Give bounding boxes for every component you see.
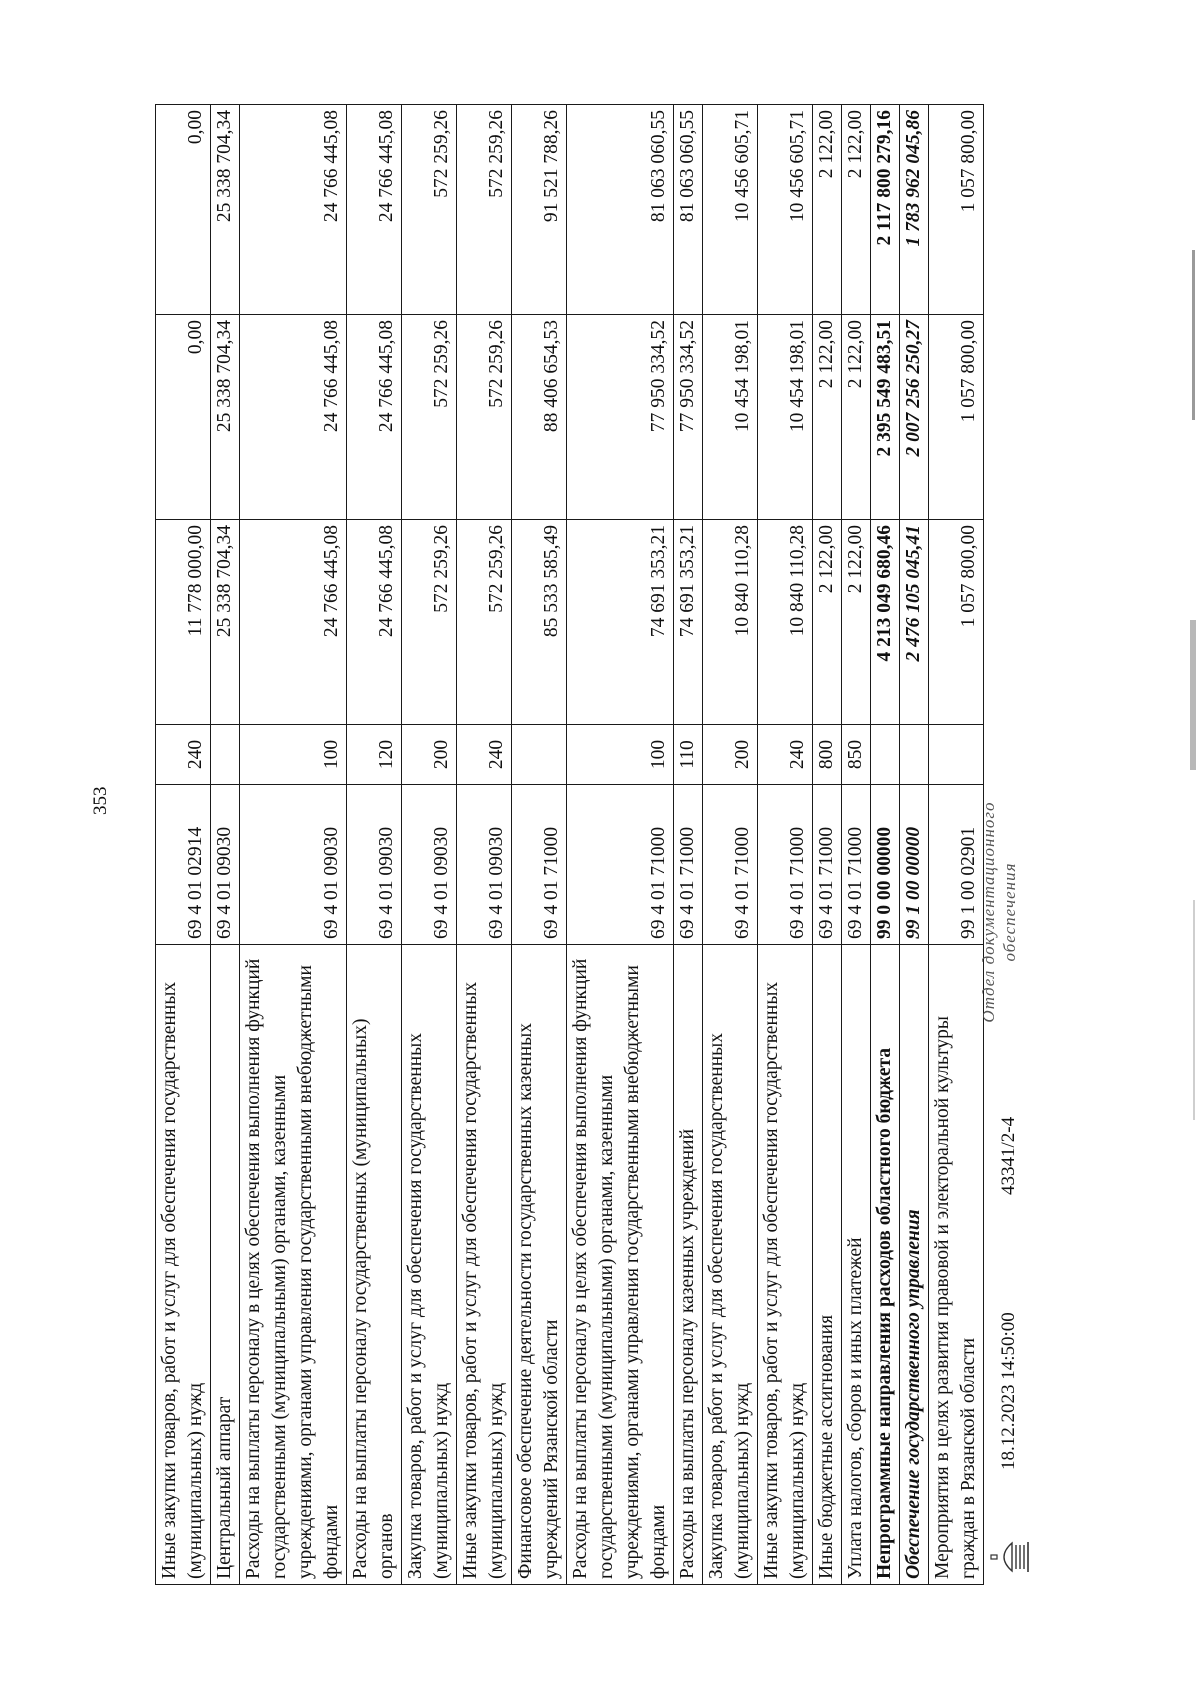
- row-amount-1-cell: 74 691 353,21: [674, 520, 703, 725]
- table-row: [813, 105, 842, 1585]
- row-amount-1-cell: 25 338 704,34: [211, 520, 240, 725]
- row-amount-1-cell: 11 778 000,00: [156, 520, 211, 725]
- row-name-cell: Расходы на выплаты персоналу государственных (муниципальных) органов: [347, 945, 402, 1585]
- row-amount-3-cell: 91 521 788,26: [512, 105, 567, 315]
- row-name-cell: Закупка товаров, работ и услуг для обеспечения государственных (муниципальных) нужд: [402, 945, 457, 1585]
- row-name-cell: Расходы на выплаты персоналу казенных учреждений: [674, 945, 703, 1585]
- row-vr-cell: 200: [703, 725, 758, 785]
- row-code-cell: 69 4 01 09030: [402, 785, 457, 945]
- row-name-cell: Расходы на выплаты персоналу в целях обеспечения выполнения функций государственными (муниципальными) органами, казенными учреждениями, органами управления государственными внебюджетными фондами: [567, 945, 674, 1585]
- row-amount-2-cell: 2 122,00: [842, 315, 871, 520]
- coat-of-arms-icon: [990, 1537, 1030, 1577]
- row-vr-cell: [211, 725, 240, 785]
- row-code-cell: 69 4 01 71000: [758, 785, 813, 945]
- row-vr-cell: 240: [156, 725, 211, 785]
- row-vr-cell: [900, 725, 929, 785]
- row-amount-3-cell: 81 063 060,55: [567, 105, 674, 315]
- row-amount-2-cell: 572 259,26: [457, 315, 512, 520]
- row-amount-1-cell: 1 057 800,00: [929, 520, 984, 725]
- row-amount-3-cell: 2 122,00: [813, 105, 842, 315]
- table-row: [512, 105, 567, 1585]
- row-amount-3-cell: 1 057 800,00: [929, 105, 984, 315]
- stamp-line-1: Отдел документационного: [979, 801, 998, 1023]
- row-amount-3-cell: 0,00: [156, 105, 211, 315]
- document-number: 43341/2-4: [998, 1116, 1019, 1195]
- table-row: [900, 105, 929, 1585]
- row-amount-1-cell: 10 840 110,28: [758, 520, 813, 725]
- row-amount-2-cell: 10 454 198,01: [703, 315, 758, 520]
- row-vr-cell: 110: [674, 725, 703, 785]
- row-name-cell: Обеспечение государственного управления: [900, 945, 929, 1585]
- row-amount-2-cell: 0,00: [156, 315, 211, 520]
- page-number: 353: [90, 786, 111, 815]
- row-amount-3-cell: 81 063 060,55: [674, 105, 703, 315]
- row-amount-3-cell: 2 117 800 279,16: [871, 105, 900, 315]
- row-amount-1-cell: 2 122,00: [842, 520, 871, 725]
- row-code-cell: 69 4 01 71000: [842, 785, 871, 945]
- table-row: [402, 105, 457, 1585]
- table-row: [703, 105, 758, 1585]
- row-amount-3-cell: 24 766 445,08: [347, 105, 402, 315]
- row-amount-1-cell: 24 766 445,08: [347, 520, 402, 725]
- row-amount-2-cell: 25 338 704,34: [211, 315, 240, 520]
- row-code-cell: 69 4 01 09030: [211, 785, 240, 945]
- row-amount-2-cell: 24 766 445,08: [347, 315, 402, 520]
- row-amount-1-cell: 24 766 445,08: [240, 520, 347, 725]
- row-amount-2-cell: 2 007 256 250,27: [900, 315, 929, 520]
- row-vr-cell: [929, 725, 984, 785]
- department-stamp: [978, 787, 1020, 1037]
- row-vr-cell: [512, 725, 567, 785]
- table-row: [842, 105, 871, 1585]
- row-amount-2-cell: 572 259,26: [402, 315, 457, 520]
- row-code-cell: 69 4 01 71000: [567, 785, 674, 945]
- table-row: [347, 105, 402, 1585]
- row-name-cell: Центральный аппарат: [211, 945, 240, 1585]
- stamp-line-2: обеспечения: [1000, 862, 1019, 962]
- table-row: [567, 105, 674, 1585]
- document-date: 18.12.2023 14:50:00: [998, 1312, 1019, 1470]
- row-code-cell: 99 1 00 02901: [929, 785, 984, 945]
- row-amount-1-cell: 74 691 353,21: [567, 520, 674, 725]
- row-name-cell: Иные закупки товаров, работ и услуг для обеспечения государственных (муниципальных) нужд: [758, 945, 813, 1585]
- row-code-cell: 69 4 01 09030: [457, 785, 512, 945]
- row-name-cell: Иные бюджетные ассигнования: [813, 945, 842, 1585]
- row-name-cell: Иные закупки товаров, работ и услуг для обеспечения государственных (муниципальных) нужд: [156, 945, 211, 1585]
- row-amount-2-cell: 2 395 549 483,51: [871, 315, 900, 520]
- row-vr-cell: 100: [240, 725, 347, 785]
- row-name-cell: Непрограммные направления расходов областного бюджета: [871, 945, 900, 1585]
- row-amount-1-cell: 85 533 585,49: [512, 520, 567, 725]
- row-code-cell: 69 4 01 09030: [240, 785, 347, 945]
- row-vr-cell: 120: [347, 725, 402, 785]
- row-amount-1-cell: 2 476 105 045,41: [900, 520, 929, 725]
- row-vr-cell: 800: [813, 725, 842, 785]
- budget-table-body: [156, 105, 984, 1585]
- row-amount-3-cell: 25 338 704,34: [211, 105, 240, 315]
- row-amount-3-cell: 572 259,26: [402, 105, 457, 315]
- row-amount-2-cell: 24 766 445,08: [240, 315, 347, 520]
- row-amount-1-cell: 572 259,26: [402, 520, 457, 725]
- row-code-cell: 69 4 01 71000: [674, 785, 703, 945]
- row-amount-2-cell: 88 406 654,53: [512, 315, 567, 520]
- row-amount-3-cell: 10 456 605,71: [703, 105, 758, 315]
- row-vr-cell: [871, 725, 900, 785]
- row-code-cell: 99 0 00 00000: [871, 785, 900, 945]
- row-vr-cell: 240: [758, 725, 813, 785]
- row-code-cell: 69 4 01 02914: [156, 785, 211, 945]
- row-amount-3-cell: 572 259,26: [457, 105, 512, 315]
- row-name-cell: Закупка товаров, работ и услуг для обеспечения государственных (муниципальных) нужд: [703, 945, 758, 1585]
- row-vr-cell: 240: [457, 725, 512, 785]
- row-name-cell: Мероприятия в целях развития правовой и электоральной культуры граждан в Рязанской области: [929, 945, 984, 1585]
- row-code-cell: 69 4 01 71000: [813, 785, 842, 945]
- row-amount-2-cell: 77 950 334,52: [567, 315, 674, 520]
- row-amount-2-cell: 2 122,00: [813, 315, 842, 520]
- row-amount-3-cell: 1 783 962 045,86: [900, 105, 929, 315]
- row-amount-2-cell: 1 057 800,00: [929, 315, 984, 520]
- rotated-page-content: [155, 105, 1035, 1585]
- row-code-cell: 69 4 01 71000: [512, 785, 567, 945]
- row-amount-3-cell: 24 766 445,08: [240, 105, 347, 315]
- row-amount-1-cell: 2 122,00: [813, 520, 842, 725]
- row-vr-cell: 200: [402, 725, 457, 785]
- page-footer: [980, 105, 1035, 1585]
- row-code-cell: 69 4 01 09030: [347, 785, 402, 945]
- row-amount-2-cell: 10 454 198,01: [758, 315, 813, 520]
- row-code-cell: 69 4 01 71000: [703, 785, 758, 945]
- row-amount-2-cell: 77 950 334,52: [674, 315, 703, 520]
- table-row: [871, 105, 900, 1585]
- row-name-cell: Иные закупки товаров, работ и услуг для обеспечения государственных (муниципальных) нужд: [457, 945, 512, 1585]
- table-row: [240, 105, 347, 1585]
- row-vr-cell: 850: [842, 725, 871, 785]
- row-amount-3-cell: 2 122,00: [842, 105, 871, 315]
- row-name-cell: Расходы на выплаты персоналу в целях обеспечения выполнения функций государственными (муниципальными) органами, казенными учреждениями, органами управления государственными внебюджетными фондами: [240, 945, 347, 1585]
- budget-table: [155, 104, 984, 1585]
- row-code-cell: 99 1 00 00000: [900, 785, 929, 945]
- row-amount-1-cell: 10 840 110,28: [703, 520, 758, 725]
- table-row: [929, 105, 984, 1585]
- row-amount-1-cell: 4 213 049 680,46: [871, 520, 900, 725]
- table-row: [156, 105, 211, 1585]
- table-row: [457, 105, 512, 1585]
- scan-edge-artifact: [1178, 0, 1200, 1695]
- table-row: [758, 105, 813, 1585]
- table-row: [211, 105, 240, 1585]
- row-vr-cell: 100: [567, 725, 674, 785]
- table-row: [674, 105, 703, 1585]
- row-amount-1-cell: 572 259,26: [457, 520, 512, 725]
- row-amount-3-cell: 10 456 605,71: [758, 105, 813, 315]
- row-name-cell: Финансовое обеспечение деятельности государственных казенных учреждений Рязанской области: [512, 945, 567, 1585]
- row-name-cell: Уплата налогов, сборов и иных платежей: [842, 945, 871, 1585]
